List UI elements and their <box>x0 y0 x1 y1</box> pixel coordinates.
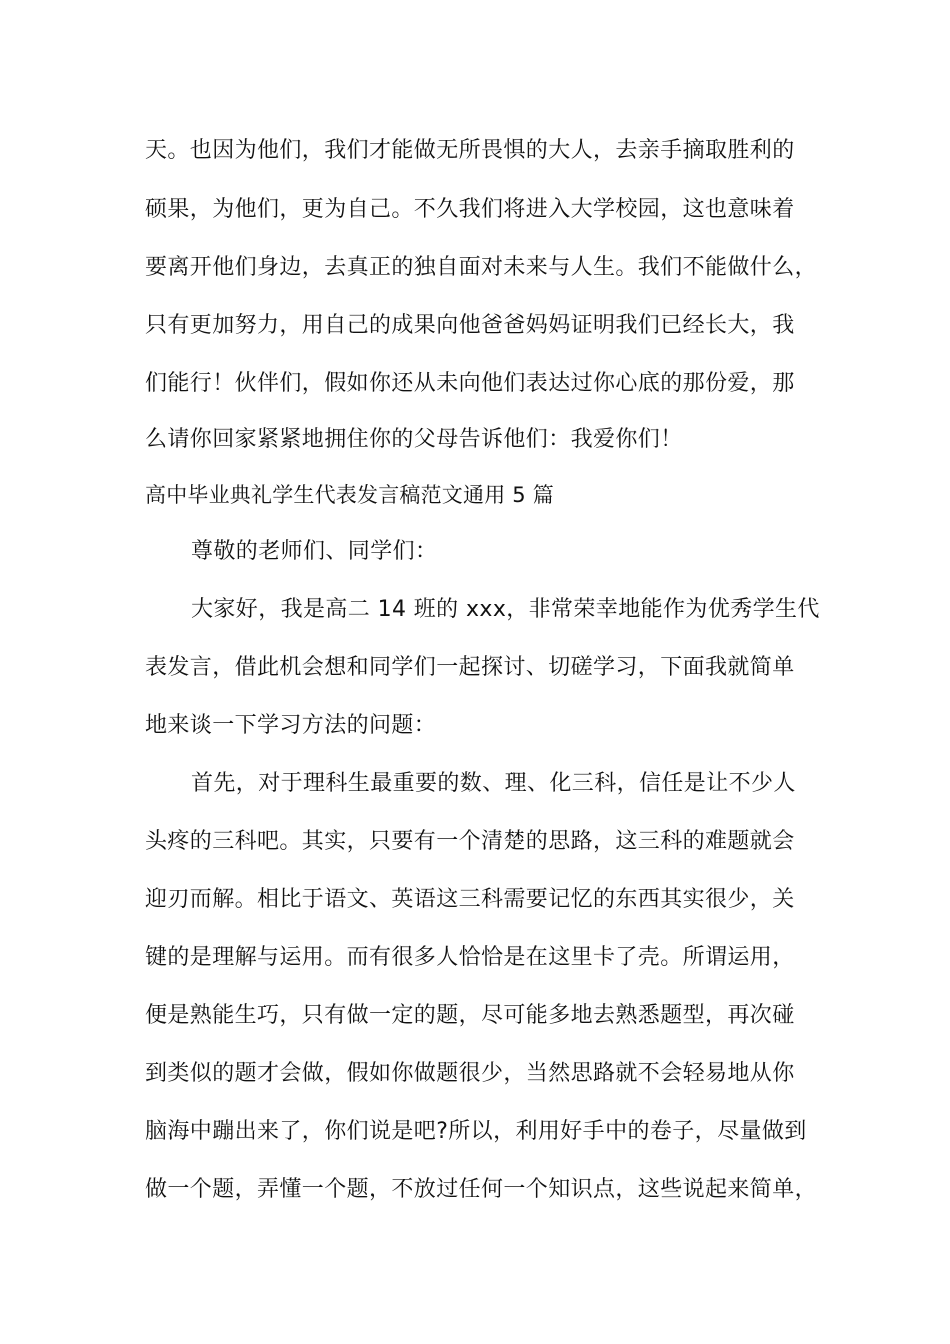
text-line: 便是熟能生巧，只有做一定的题，尽可能多地去熟悉题型，再次碰 <box>145 1003 795 1028</box>
text-line: 大家好，我是高二 14 班的 xxx，非常荣幸地能作为优秀学生代 <box>191 597 820 622</box>
text-line: 只有更加努力，用自己的成果向他爸爸妈妈证明我们已经长大，我 <box>145 313 795 338</box>
document-heading: 高中毕业典礼学生代表发言稿范文通用 5 篇 <box>145 483 554 507</box>
greeting-line: 尊敬的老师们、同学们： <box>191 539 438 564</box>
text-line: 头疼的三科吧。其实，只要有一个清楚的思路，这三科的难题就会 <box>145 829 795 854</box>
text-line: 地来谈一下学习方法的问题： <box>145 713 437 738</box>
text-line: 天。也因为他们，我们才能做无所畏惧的大人，去亲手摘取胜利的 <box>145 138 795 163</box>
text-line: 硕果，为他们，更为自己。不久我们将进入大学校园，这也意味着 <box>145 197 795 222</box>
text-line: 到类似的题才会做，假如你做题很少，当然思路就不会轻易地从你 <box>145 1061 795 1086</box>
text-line: 键的是理解与运用。而有很多人恰恰是在这里卡了壳。所谓运用， <box>145 945 795 970</box>
text-line: 么请你回家紧紧地拥住你的父母告诉他们：我爱你们！ <box>145 427 683 452</box>
text-line: 要离开他们身边，去真正的独自面对未来与人生。我们不能做什么， <box>145 255 818 280</box>
text-line: 迎刃而解。相比于语文、英语这三科需要记忆的东西其实很少，关 <box>145 887 795 912</box>
text-line: 做一个题，弄懂一个题，不放过任何一个知识点，这些说起来简单， <box>145 1177 818 1202</box>
text-line: 首先，对于理科生最重要的数、理、化三科，信任是让不少人 <box>191 771 796 796</box>
text-line: 表发言，借此机会想和同学们一起探讨、切磋学习，下面我就简单 <box>145 655 795 680</box>
text-line: 们能行！伙伴们，假如你还从未向他们表达过你心底的那份爱，那 <box>145 371 795 396</box>
text-line: 脑海中蹦出来了，你们说是吧?所以，利用好手中的卷子，尽量做到 <box>145 1119 807 1144</box>
